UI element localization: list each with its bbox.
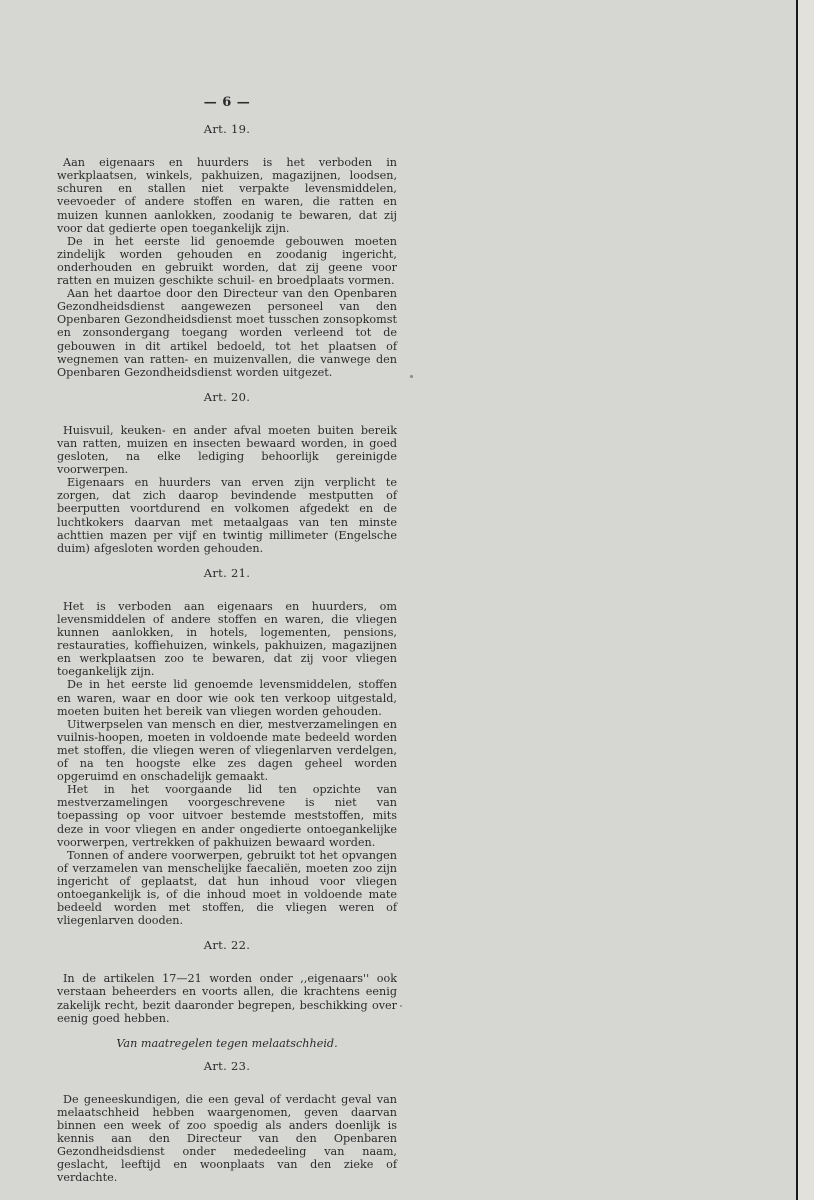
paragraph: De geneeskundigen, die een geval of verdacht geval van melaatschheid hebben waargenomen, geven daarvan binnen een week of zoo spoedig als anders doenlijk is kennis aan den Directeur van den Openbaren Gezondheidsdienst onder mededeeling van naam, geslacht, leeftijd en woonplaats van den zieke of verdachte. xyxy=(57,1092,397,1185)
article-19 xyxy=(57,123,397,379)
section-subtitle: Van maatregelen tegen melaatschheid. xyxy=(116,1036,338,1050)
paragraph: Het is verboden aan eigenaars en huurders, om levensmiddelen of andere stoffen en waren, die vliegen kunnen aanlokken, in hotels, logementen, pensions, restauraties, koffiehuizen, winkels, pakhuizen, magazijnen en werkplaatsen zoo te bewaren, dat zij voor vliegen toegankelijk zijn. xyxy=(57,599,397,679)
paragraph: Aan het daartoe door den Directeur van den Openbaren Gezondheidsdienst aangewezen personeel van den Openbaren Gezondheidsdienst moet tusschen zonsopkomst en zonsondergang toegang worden verleend tot de gebouwen in dit artikel bedoeld, tot het plaatsen of wegnemen van ratten- en muizenvallen, die vanwege den Openbaren Gezondheidsdienst worden uitgezet. xyxy=(57,287,397,379)
paragraph: In de artikelen 17—21 worden onder ,,eigenaars'' ook verstaan beheerders en voorts allen, die krachtens eenig zakelijk recht, bezit daaronder begrepen, beschikking over eenig goed hebben. xyxy=(57,972,397,1025)
page-number: — 6 — xyxy=(203,95,251,110)
paragraph: Eigenaars en huurders van erven zijn verplicht te zorgen, dat zich daarop bevindende mestputten of beerputten voortdurend en volkomen afgedekt en de luchtkokers daarvan met metaalgaas van ten minste achttien mazen per vijf en twintig millimeter (Engelsche duim) afgesloten worden gehouden. xyxy=(57,476,397,555)
article-22 xyxy=(57,939,397,1024)
paragraph: De in het eerste lid genoemde levensmiddelen, stoffen en waren, waar en door wie ook ten verkoop uitgestald, moeten buiten het bereik van vliegen worden gehouden. xyxy=(57,678,397,718)
article-heading: Art. 23. xyxy=(203,1058,251,1073)
paper-speck xyxy=(410,375,413,378)
adjacent-page-edge xyxy=(798,0,814,1200)
paragraph: Tonnen of andere voorwerpen, gebruikt tot het opvangen of verzamelen van menschelijke faecaliën, moeten zoo zijn ingericht of geplaatst, dat hun inhoud voor vliegen ontoegankelijk is, of die inhoud moet in voldoende mate bedeeld worden met stoffen, die vliegen weren of vliegenlarven dooden. xyxy=(57,848,397,928)
article-heading: Art. 20. xyxy=(203,389,251,404)
article-heading: Art. 21. xyxy=(203,565,251,580)
article-21 xyxy=(57,567,397,927)
paragraph: Aan eigenaars en huurders is het verboden in werkplaatsen, winkels, pakhuizen, magazijnen, loodsen, schuren en stallen niet verpakte levensmiddelen, veevoeder of andere stoffen en waren, die ratten en muizen kunnen aanlokken, zoodanig te bewaren, dat zij voor dat gedierte open toegankelijk zijn. xyxy=(57,156,397,235)
article-20 xyxy=(57,391,397,555)
article-23 xyxy=(57,1060,397,1185)
paper-speck xyxy=(400,1005,402,1007)
paragraph: Het in het voorgaande lid ten opzichte van mestverzamelingen voorgeschrevene is niet van toepassing op voor uitvoer bestemde meststoffen, mits deze in voor vliegen en ander ongedierte ontoegankelijke voorwerpen, vertrekken of pakhuizen bewaard worden. xyxy=(57,783,397,849)
paragraph: De in het eerste lid genoemde gebouwen moeten zindelijk worden gehouden en zoodanig ingericht, onderhouden en gebruikt worden, dat zij geene voor ratten en muizen geschikte schuil- en broedplaats vormen. xyxy=(57,234,397,288)
article-heading: Art. 22. xyxy=(203,938,251,953)
paragraph: Huisvuil, keuken- en ander afval moeten buiten bereik van ratten, muizen en insecten bewaard worden, in goed gesloten, na elke lediging behoorlijk gereinigde voorwerpen. xyxy=(57,423,397,477)
article-heading: Art. 19. xyxy=(203,122,251,137)
paragraph: Uitwerpselen van mensch en dier, mestverzamelingen en vuilnis-hoopen, moeten in voldoende mate bedeeld worden met stoffen, die vliegen weren of vliegenlarven verdelgen, of na ten hoogste elke zes dagen geheel worden opgeruimd en onschadelijk gemaakt. xyxy=(57,717,397,784)
text-column xyxy=(57,96,397,1185)
